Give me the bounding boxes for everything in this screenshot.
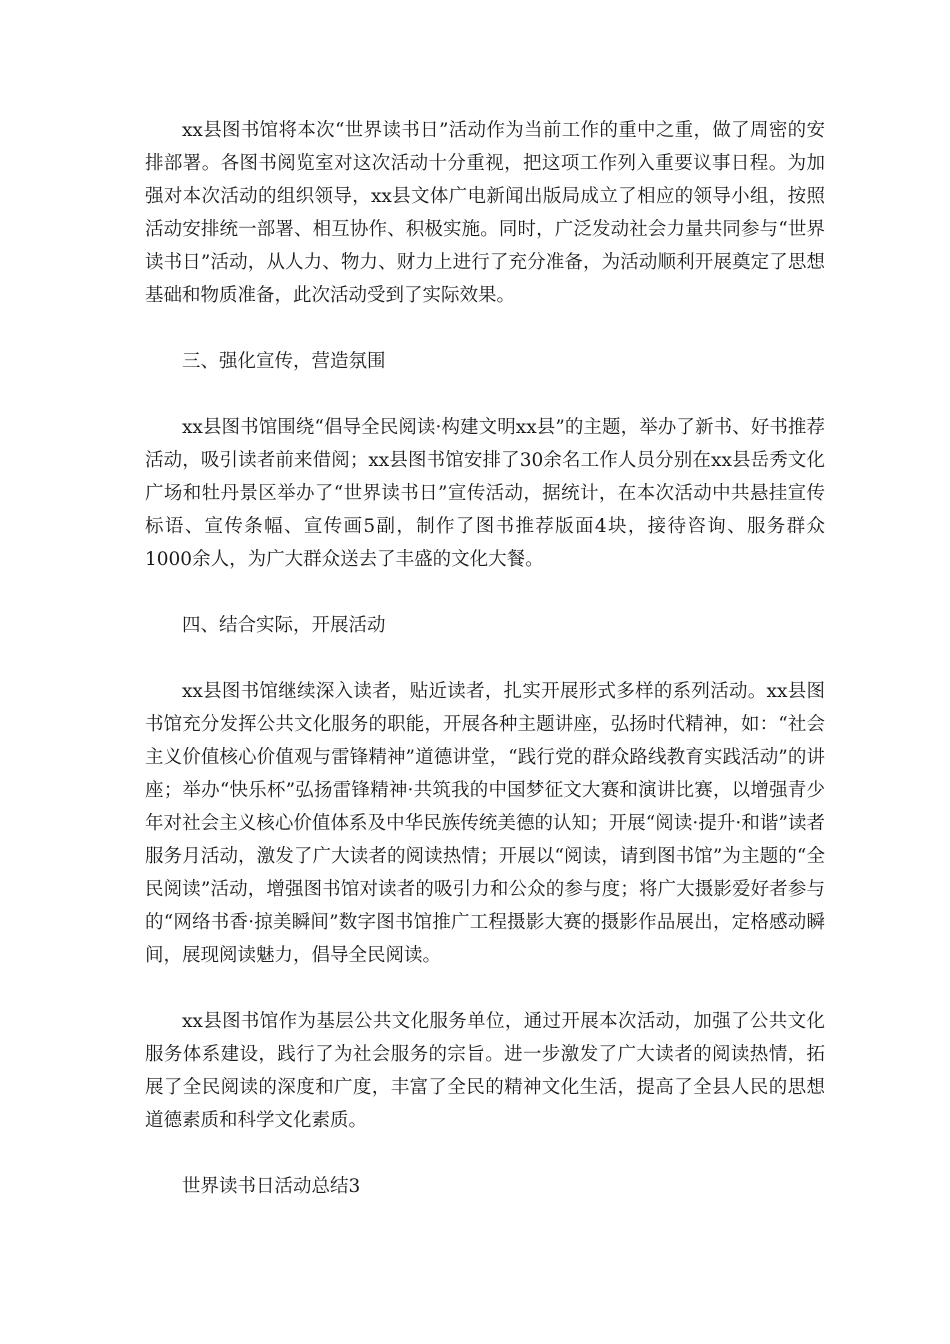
- paragraph-conclusion: xx县图书馆作为基层公共文化服务单位，通过开展本次活动，加强了公共文化服务体系建设，践行了为社会服务的宗旨。进一步激发了广大读者的阅读热情，拓展了全民阅读的深度和广度，丰富了全民的精神文化生活，提高了全县人民的思想道德素质和科学文化素质。: [145, 1011, 825, 1131]
- section-heading-publicity: 三、强化宣传，营造氛围: [182, 351, 386, 372]
- paragraph-arrangement: xx县图书馆将本次“世界读书日”活动作为当前工作的重中之重，做了周密的安排部署。各图书阅览室对这次活动十分重视，把这项工作列入重要议事日程。为加强对本次活动的组织领导，xx县文体广电新闻出版局成立了相应的领导小组，按照活动安排统一部署、相互协作、积极实施。同时，广泛发动社会力量共同参与“世界读书日”活动，从人力、物力、财力上进行了充分准备，为活动顺利开展奠定了思想基础和物质准备，此次活动受到了实际效果。: [145, 120, 825, 306]
- document-title-summary-3: 世界读书日活动总结3: [182, 1176, 361, 1197]
- paragraph-activities: xx县图书馆继续深入读者，贴近读者，扎实开展形式多样的系列活动。xx县图书馆充分发挥公共文化服务的职能，开展各种主题讲座，弘扬时代精神，如：“社会主义价值核心价值观与雷锋精神”道德讲堂，“践行党的群众路线教育实践活动”的讲座；举办“快乐杯”弘扬雷锋精神·共筑我的中国梦征文大赛和演讲比赛，以增强青少年对社会主义核心价值体系及中华民族传统美德的认知；开展“阅读·提升·和谐”读者服务月活动，激发了广大读者的阅读热情；开展以“阅读，请到图书馆”为主题的“全民阅读”活动，增强图书馆对读者的吸引力和公众的参与度；将广大摄影爱好者参与的“网络书香·掠美瞬间”数字图书馆推广工程摄影大赛的摄影作品展出，定格感动瞬间，展现阅读魅力，倡导全民阅读。: [145, 681, 825, 966]
- document-body: [145, 114, 825, 1236]
- section-heading-activities: 四、结合实际，开展活动: [182, 615, 386, 636]
- paragraph-publicity: xx县图书馆围绕“倡导全民阅读·构建文明xx县”的主题，举办了新书、好书推荐活动，吸引读者前来借阅；xx县图书馆安排了30余名工作人员分别在xx县岳秀文化广场和牡丹景区举办了“世界读书日”宣传活动，据统计，在本次活动中共悬挂宣传标语、宣传条幅、宣传画5副，制作了图书推荐版面4块，接待咨询、服务群众1000余人，为广大群众送去了丰盛的文化大餐。: [145, 417, 825, 570]
